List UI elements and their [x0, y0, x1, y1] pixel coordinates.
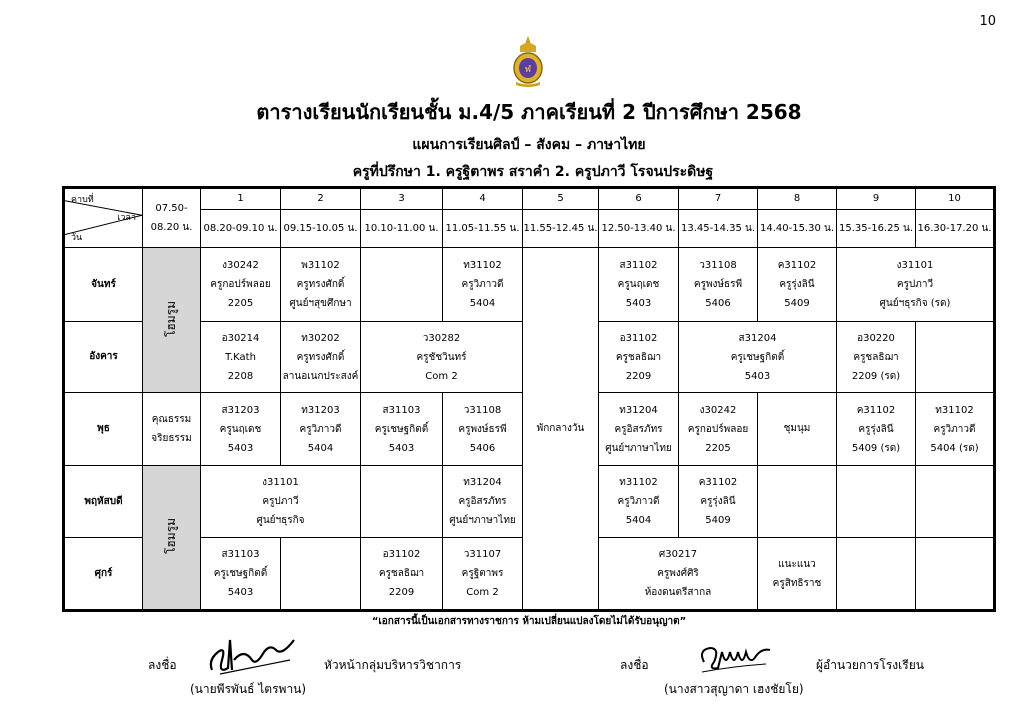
period-number: 5: [523, 188, 599, 210]
subject-code: ง30242: [699, 404, 737, 416]
subject-code: ส31102: [619, 260, 658, 272]
class-cell: [361, 321, 523, 393]
room: 5404: [625, 515, 652, 527]
period-time: 11.55-12.45 น.: [523, 210, 599, 248]
class-cell: [281, 321, 361, 393]
subject-code: อ30214: [221, 332, 260, 344]
teacher-name: ครูนฤเดช: [617, 279, 660, 291]
subject-code: ส31103: [382, 404, 421, 416]
class-cell: [443, 465, 523, 538]
time-label: เวลา: [117, 213, 136, 223]
class-cell: [599, 393, 679, 466]
teacher-name: ครูเชษฐกิตติ์: [374, 423, 429, 435]
class-timetable: [62, 186, 996, 612]
room: 2205: [227, 298, 254, 310]
subject-code: ว31108: [463, 404, 502, 416]
teacher-name: ครูทรงศักดิ์: [296, 279, 345, 291]
teacher-name: ครูเชษฐกิตติ์: [213, 568, 268, 580]
period-number: 7: [679, 188, 758, 210]
subject-code: ค31102: [777, 260, 817, 272]
signature-left: [200, 630, 300, 680]
signature-right: [694, 638, 774, 678]
day-thursday: พฤหัสบดี: [64, 465, 143, 538]
homeroom-flag: โฮมรูม: [143, 248, 201, 393]
class-cell: [599, 465, 679, 538]
class-cell: [837, 321, 916, 393]
class-cell: [201, 393, 281, 466]
period-time: 08.20-09.10 น.: [201, 210, 281, 248]
room: 5409: [784, 298, 810, 310]
subject-code: ท31102: [463, 260, 502, 272]
teacher-name: ครูพงศ์ศิริ: [657, 568, 699, 580]
class-cell: [599, 321, 679, 393]
teacher-name: ครูรุ่งลินี: [858, 423, 894, 435]
subject-code: แนะแนว: [778, 558, 816, 570]
day-tuesday: อังคาร: [64, 321, 143, 393]
teacher-name: ครูวิภาวดี: [461, 279, 504, 291]
subject-code: ง30242: [222, 260, 259, 272]
subject-code: ง31101: [262, 477, 299, 489]
subject-code: ส31103: [221, 549, 260, 561]
class-cell: [758, 248, 837, 322]
room: 2209 (รด): [851, 370, 901, 382]
room: ลานอเนกประสงค์: [282, 370, 359, 382]
room: 2209: [388, 587, 415, 599]
period-time: 15.35-16.25 น.: [837, 210, 916, 248]
period-number: 10: [916, 188, 995, 210]
homeroom-flag: โฮมรูม: [143, 465, 201, 610]
empty-cell: [758, 465, 837, 538]
subject-code: ท31102: [935, 404, 974, 416]
class-cell: [201, 321, 281, 393]
subject-code: ท31203: [301, 404, 340, 416]
teacher-name: ครูชลธิฌา: [853, 351, 899, 363]
room: 2205: [705, 442, 731, 454]
class-cell: [599, 248, 679, 322]
period-time: 13.45-14.35 น.: [679, 210, 758, 248]
room: ห้องดนตรีสากล: [644, 587, 712, 599]
class-cell: [679, 465, 758, 538]
period-time: 14.40-15.30 น.: [758, 210, 837, 248]
teacher-name: ครูชัชวินทร์: [416, 351, 467, 363]
empty-cell: [916, 538, 995, 611]
advisors-line: ครูที่ปรึกษา 1. ครูฐิตาพร สราคำ 2. ครูปภาวี โรจนประดิษฐ: [352, 164, 714, 180]
teacher-name: ครูชลธิฌา: [615, 351, 662, 363]
page-number: 10: [979, 14, 996, 29]
class-cell: [281, 248, 361, 322]
subject-code: ว31108: [699, 260, 737, 272]
teacher-name: ครูชลธิฌา: [378, 568, 425, 580]
left-signer-name: (นายพีรพันธ์ ไตรพาน): [190, 682, 307, 696]
class-cell: [443, 538, 523, 611]
period-time: 12.50-13.40 น.: [599, 210, 679, 248]
teacher-name: ครูปภาวี: [896, 279, 934, 291]
teacher-name: ครูอิสรภัทร: [458, 496, 507, 508]
lunch-break: พักกลางวัน: [523, 248, 599, 611]
room: 5404: [469, 298, 496, 310]
class-cell: [758, 538, 837, 611]
room: Com 2: [425, 370, 458, 382]
teacher-name: ครูรุ่งลินี: [779, 279, 815, 291]
class-cell: [281, 393, 361, 466]
subject-code: อ31102: [382, 549, 421, 561]
room: 2208: [227, 370, 254, 382]
subject-code: อ31102: [619, 332, 658, 344]
subject-code: ว31107: [463, 549, 502, 561]
room: 5406: [469, 442, 496, 454]
room: Com 2: [466, 587, 499, 599]
class-cell: [201, 248, 281, 322]
left-position: หัวหน้ากลุ่มบริหารวิชาการ: [324, 658, 462, 672]
room: ศูนย์ฯภาษาไทย: [605, 442, 672, 454]
teacher-name: ครูกอปร์พลอย: [687, 423, 749, 435]
subject-code: ค31102: [856, 404, 896, 416]
teacher-name: T.Kath: [225, 351, 256, 363]
teacher-name: ครูวิภาวดี: [617, 496, 660, 508]
subject-code: ศ30217: [658, 549, 698, 561]
teacher-name: ครูทรงศักดิ์: [296, 351, 345, 363]
teacher-name: ครูพงษ์ธรพี: [458, 423, 507, 435]
plan-subtitle: แผนการเรียนศิลป์ – สังคม – ภาษาไทย: [412, 137, 646, 153]
ethics-homeroom: คุณธรรม จริยธรรม: [143, 393, 201, 466]
period-number: 2: [281, 188, 361, 210]
period-number: 6: [599, 188, 679, 210]
subject-code: ว30282: [422, 332, 461, 344]
club-cell: ชุมนุม: [758, 393, 837, 466]
day-label: วัน: [71, 233, 83, 244]
period-number: 3: [361, 188, 443, 210]
right-position: ผู้อำนวยการโรงเรียน: [816, 658, 924, 672]
teacher-name: ครูนฤเดช: [219, 423, 262, 435]
empty-cell: [361, 465, 443, 538]
empty-cell: [361, 248, 443, 322]
class-cell: [679, 248, 758, 322]
class-cell: [916, 393, 995, 466]
period-time: 10.10-11.00 น.: [361, 210, 443, 248]
room: 5406: [705, 298, 731, 310]
subject-code: ส31203: [221, 404, 260, 416]
subject-code: ท31204: [619, 404, 658, 416]
class-cell: [443, 393, 523, 466]
class-cell: [837, 248, 995, 322]
day-friday: ศุกร์: [64, 538, 143, 611]
class-cell: [443, 248, 523, 322]
subject-code: อ30220: [857, 332, 895, 344]
empty-cell: [281, 538, 361, 611]
day-wednesday: พุธ: [64, 393, 143, 466]
room: 5403: [388, 442, 415, 454]
empty-cell: [837, 465, 916, 538]
homeroom-time-header: 07.50- 08.20 น.: [143, 188, 201, 248]
teacher-name: ครูวิภาวดี: [933, 423, 976, 435]
empty-cell: [916, 465, 995, 538]
subject-code: พ31102: [301, 260, 340, 272]
room: 5404: [307, 442, 334, 454]
room: 5404 (รด): [930, 442, 979, 454]
room: 5409 (รด): [851, 442, 901, 454]
class-cell: [361, 538, 443, 611]
room: ศูนย์ฯสุขศึกษา: [289, 298, 352, 310]
room: 5403: [744, 370, 771, 382]
teacher-name: ครูอิสรภัทร: [614, 423, 663, 435]
room: 5403: [625, 298, 652, 310]
room: ศูนย์ฯภาษาไทย: [449, 515, 516, 527]
class-cell: [837, 393, 916, 466]
header-corner: [64, 188, 143, 248]
period-number: 1: [201, 188, 281, 210]
right-signer-name: (นางสาวสุญาดา เฮงชัยโย): [664, 682, 804, 696]
class-cell: [201, 538, 281, 611]
period-label: คาบที่: [71, 195, 94, 205]
empty-cell: [916, 321, 995, 393]
official-notice: “เอกสารนี้เป็นเอกสารทางราชการ ห้ามเปลี่ยนแปลงโดยไม่ได้รับอนุญาต”: [371, 616, 687, 627]
teacher-name: ครูปภาวี: [262, 496, 299, 508]
teacher-name: ครูสิทธิราช: [772, 577, 822, 589]
teacher-name: ครูเชษฐกิตติ์: [730, 351, 785, 363]
teacher-name: ครูวิภาวดี: [299, 423, 342, 435]
subject-code: ท30202: [301, 332, 340, 344]
period-number: 9: [837, 188, 916, 210]
class-cell: [679, 321, 837, 393]
room: 5409: [705, 515, 731, 527]
subject-code: ส31204: [738, 332, 777, 344]
empty-cell: [837, 538, 916, 611]
page-title: ตารางเรียนนักเรียนชั้น ม.4/5 ภาคเรียนที่ 2 ปีการศึกษา 2568: [256, 100, 802, 124]
period-time: 11.05-11.55 น.: [443, 210, 523, 248]
period-number: 4: [443, 188, 523, 210]
svg-text:ฬ: ฬ: [524, 65, 532, 75]
room: 2209: [625, 370, 652, 382]
day-monday: จันทร์: [64, 248, 143, 322]
room: 5403: [227, 442, 254, 454]
teacher-name: ครูฐิตาพร: [461, 568, 504, 580]
period-number: 8: [758, 188, 837, 210]
sign-label-right: ลงชื่อ: [620, 658, 649, 672]
room: ศูนย์ฯธุรกิจ: [256, 515, 305, 527]
sign-label-left: ลงชื่อ: [148, 658, 177, 672]
class-cell: [599, 538, 758, 611]
class-cell: [201, 465, 361, 538]
period-time: 16.30-17.20 น.: [916, 210, 995, 248]
teacher-name: ครูรุ่งลินี: [700, 496, 736, 508]
subject-code: ง31101: [896, 260, 934, 272]
subject-code: ท31204: [463, 477, 502, 489]
class-cell: [679, 393, 758, 466]
room: 5403: [227, 587, 254, 599]
period-time: 09.15-10.05 น.: [281, 210, 361, 248]
teacher-name: ครูกอปร์พลอย: [210, 279, 271, 291]
subject-code: ค31102: [698, 477, 738, 489]
room: ศูนย์ฯธุรกิจ (รด): [879, 298, 951, 310]
subject-code: ท31102: [619, 477, 658, 489]
teacher-name: ครูพงษ์ธรพี: [693, 279, 743, 291]
class-cell: [361, 393, 443, 466]
school-emblem: [510, 34, 546, 88]
